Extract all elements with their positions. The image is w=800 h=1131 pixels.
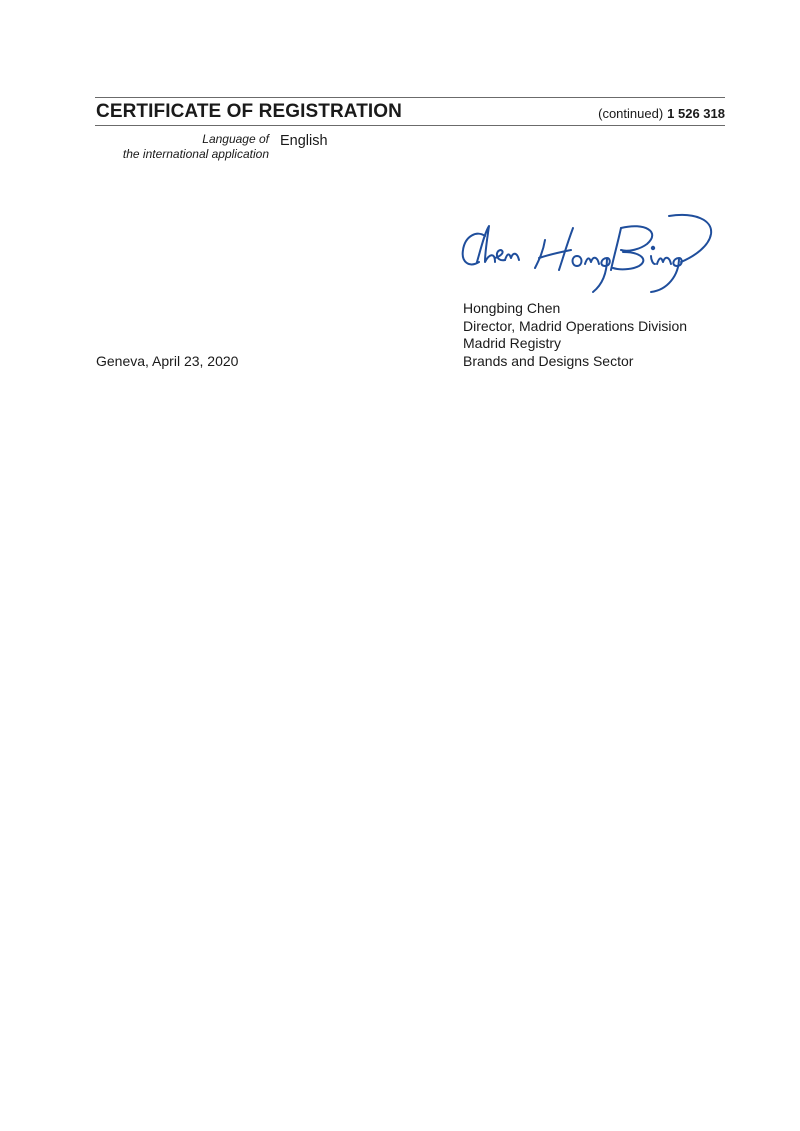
language-label: [123, 132, 269, 162]
signature-strokes: [463, 215, 711, 292]
continuation-marker: [598, 106, 725, 121]
signatory-registry: Madrid Registry: [463, 335, 562, 351]
language-label-line1: Language of: [202, 132, 269, 146]
signatory-position: Director, Madrid Operations Division: [463, 317, 688, 334]
place-and-date: Geneva, April 23, 2020: [96, 353, 239, 369]
language-value: English: [280, 133, 328, 149]
header-top-rule: [95, 97, 725, 98]
handwritten-signature: [455, 200, 725, 300]
signatory-name: Hongbing Chen: [463, 300, 561, 316]
signatory-sector: Brands and Designs Sector: [463, 352, 634, 369]
signatory-block: [463, 300, 687, 370]
registration-number: 1 526 318: [667, 106, 725, 121]
header-bottom-rule: [95, 125, 725, 126]
language-label-line2: the international application: [122, 147, 269, 161]
document-title: CERTIFICATE OF REGISTRATION: [96, 101, 402, 122]
continued-label: (continued): [598, 106, 664, 121]
